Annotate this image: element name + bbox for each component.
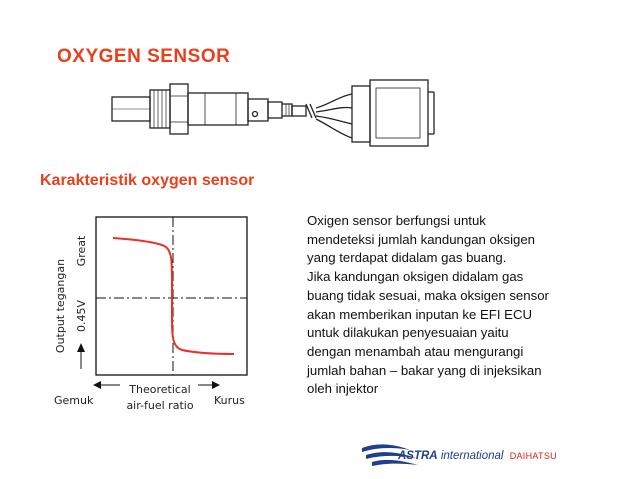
company-logo — [398, 450, 557, 462]
y-axis-up-arrow — [77, 343, 85, 369]
section-subtitle: Karakteristik oxygen sensor — [40, 172, 255, 189]
y-axis-label: Output tegangan — [54, 258, 67, 354]
x-right-label: Kurus — [214, 394, 245, 407]
x-center-label-line1: Theoretical — [129, 383, 191, 396]
y-high-label: Great — [75, 235, 88, 267]
x-axis-right-arrow — [198, 381, 220, 389]
y-mid-label: 0.45V — [75, 299, 88, 333]
description-line: buang tidak sesuai, maka oksigen sensor — [307, 287, 549, 303]
logo-brand-suffix: international — [440, 450, 504, 462]
description-line: untuk dilakukan penyesuaian yaitu — [307, 325, 509, 341]
x-left-label: Gemuk — [54, 394, 94, 407]
description-line: Jika kandungan oksigen didalam gas — [307, 269, 524, 285]
description-text — [307, 212, 607, 399]
description-line: oleh injektor — [307, 381, 379, 397]
description-line: yang terdapat didalam gas buang. — [307, 250, 507, 266]
x-center-label-line2: air-fuel ratio — [126, 399, 194, 412]
description-line: mendeteksi jumlah kandungan oksigen — [307, 231, 535, 247]
description-line: Oxigen sensor berfungsi untuk — [307, 213, 486, 228]
logo-sub-brand: DAIHATSU — [509, 451, 557, 461]
logo-brand: ASTRA — [398, 450, 438, 462]
description-line: jumlah bahan – bakar yang di injeksikan — [307, 362, 542, 378]
description-line: akan memberikan inputan ke EFI ECU — [307, 306, 533, 322]
x-axis-left-arrow — [93, 381, 120, 389]
description-line: dengan menambah atau mengurangi — [307, 343, 524, 359]
page-title: OXYGEN SENSOR — [57, 46, 231, 67]
